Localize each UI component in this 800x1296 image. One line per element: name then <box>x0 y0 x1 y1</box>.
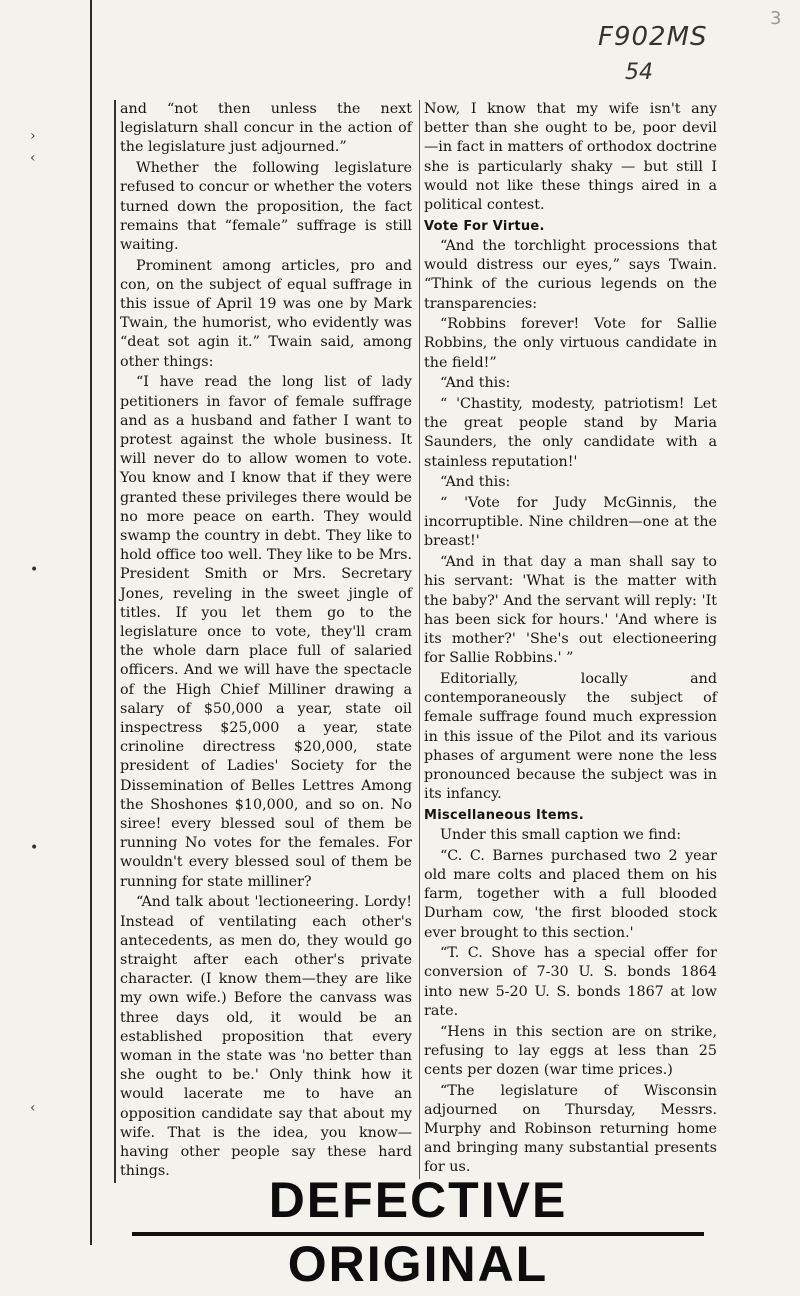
article-paragraph: “And this: <box>440 474 511 491</box>
article-paragraph: and “not then unless the next legislaturn shall concur in the action of the legislature just adjourned.” <box>120 101 412 156</box>
page-edge-line <box>90 0 92 1245</box>
margin-mark: • <box>30 562 39 578</box>
margin-mark: • <box>30 840 39 856</box>
article-column-right <box>419 100 717 1179</box>
article-column-left <box>114 100 412 1183</box>
handwritten-reference-code: F902MS <box>598 22 708 52</box>
margin-mark: › <box>30 128 36 144</box>
section-heading: Miscellaneous Items. <box>424 807 584 823</box>
article-paragraph: Prominent among articles, pro and con, on the subject of equal suffrage in this issue of April 19 was one by Mark Twain, the humorist, who evidently was “deat sot agin it.” Twain said, among other things: <box>120 257 412 370</box>
article-paragraph: “The legislature of Wisconsin adjourned on Thursday, Messrs. Murphy and Robinson returning home and bringing many substantial presents for us. <box>424 1082 717 1176</box>
article-paragraph: “And in that day a man shall say to his servant: 'What is the matter with the baby?' And the servant will reply: 'It has been sick for hours.' 'And where is its mother?' 'She's out electioneering for Sallie Robbins.' ” <box>424 554 717 667</box>
article-paragraph: Whether the following legislature refused to concur or whether the voters turned down the proposition, the fact remains that “female” suffrage is still waiting. <box>120 160 412 253</box>
article-paragraph: “T. C. Shove has a special offer for conversion of 7-30 U. S. bonds 1864 into new 5-20 U. S. bonds 1867 at low rate. <box>424 945 717 1019</box>
article-paragraph: “And talk about 'lectioneering. Lordy! Instead of ventilating each other's antecedents, as men do, they would go straight after each other's private character. (I know them—they are like my own wife.) Before the canvass was three days old, it would be an established proposition that every woman in the state was 'no better than she ought to be.' Only think how it would lacerate me to have an opposition candidate say that about my wife. That is the idea, you know—having other people say these hard things. <box>120 894 412 1180</box>
article-paragraph: “ 'Chastity, modesty, patriotism! Let the great people stand by Maria Saunders, the only candidate with a stainless reputation!' <box>424 396 717 470</box>
article-paragraph: “C. C. Barnes purchased two 2 year old mare colts and placed them on his farm, together with a full blooded Durham cow, 'the first blooded stock ever brought to this section.' <box>424 847 717 941</box>
article-paragraph: “Hens in this section are on strike, refusing to lay eggs at less than 25 cents per dozen (war time prices.) <box>424 1023 717 1078</box>
article-paragraph: Editorially, locally and contemporaneously the subject of female suffrage found much expression in this issue of the Pilot and its various phases of argument were none the less pronounced because the subject was in its infancy. <box>424 670 717 803</box>
article-paragraph: “And the torchlight processions that would distress our eyes,” says Twain. “Think of the curious legends on the transparencies: <box>424 237 717 312</box>
article-paragraph: “And this: <box>440 375 511 392</box>
article-paragraph: “I have read the long list of lady petitioners in favor of female suffrage and as a husband and father I want to protest against the whole business. It will never do to allow women to vote. You know and I know that if they were granted these privileges there would be no more peace on earth. They would swamp the country in debt. They like to hold office too well. They like to be Mrs. President Smith or Mrs. Secretary Jones, reveling in the sweet jingle of titles. If you let them go to the legislature once to vote, they'll cram the whole darn place full of salaried officers. And we will have the spectacle of the High Chief Milliner drawing a salary of $50,000 a year, state oil inspectress $25,000 a year, state crinoline directress $20,000, state president of Ladies' Society for the Dissemination of Belles Lettres Among the Shoshones $10,000, and so on. No siree! every blessed soul of them be running No votes for the females. For wouldn't every blessed soul of them be running for state milliner? <box>120 374 412 890</box>
article-paragraph: “Robbins forever! Vote for Sallie Robbins, the only virtuous candidate in the field!” <box>424 316 717 371</box>
corner-mark: 3 <box>770 8 782 29</box>
margin-mark: ‹ <box>30 1100 36 1116</box>
article-paragraph: “ 'Vote for Judy McGinnis, the incorruptible. Nine children—one at the breast!' <box>424 495 717 550</box>
defective-original-stamp: DEFECTIVE ORIGINAL <box>132 1168 704 1236</box>
margin-mark: ‹ <box>30 150 36 166</box>
handwritten-page-number: 54 <box>625 60 653 85</box>
article-paragraph: Under this small caption we find: <box>440 827 682 844</box>
section-heading: Vote For Virtue. <box>424 218 545 234</box>
article-paragraph: Now, I know that my wife isn't any better than she ought to be, poor devil —in fact in matters of orthodox doctrine she is particularly shaky — but still I would not like these things aired in a political contest. <box>424 101 717 214</box>
